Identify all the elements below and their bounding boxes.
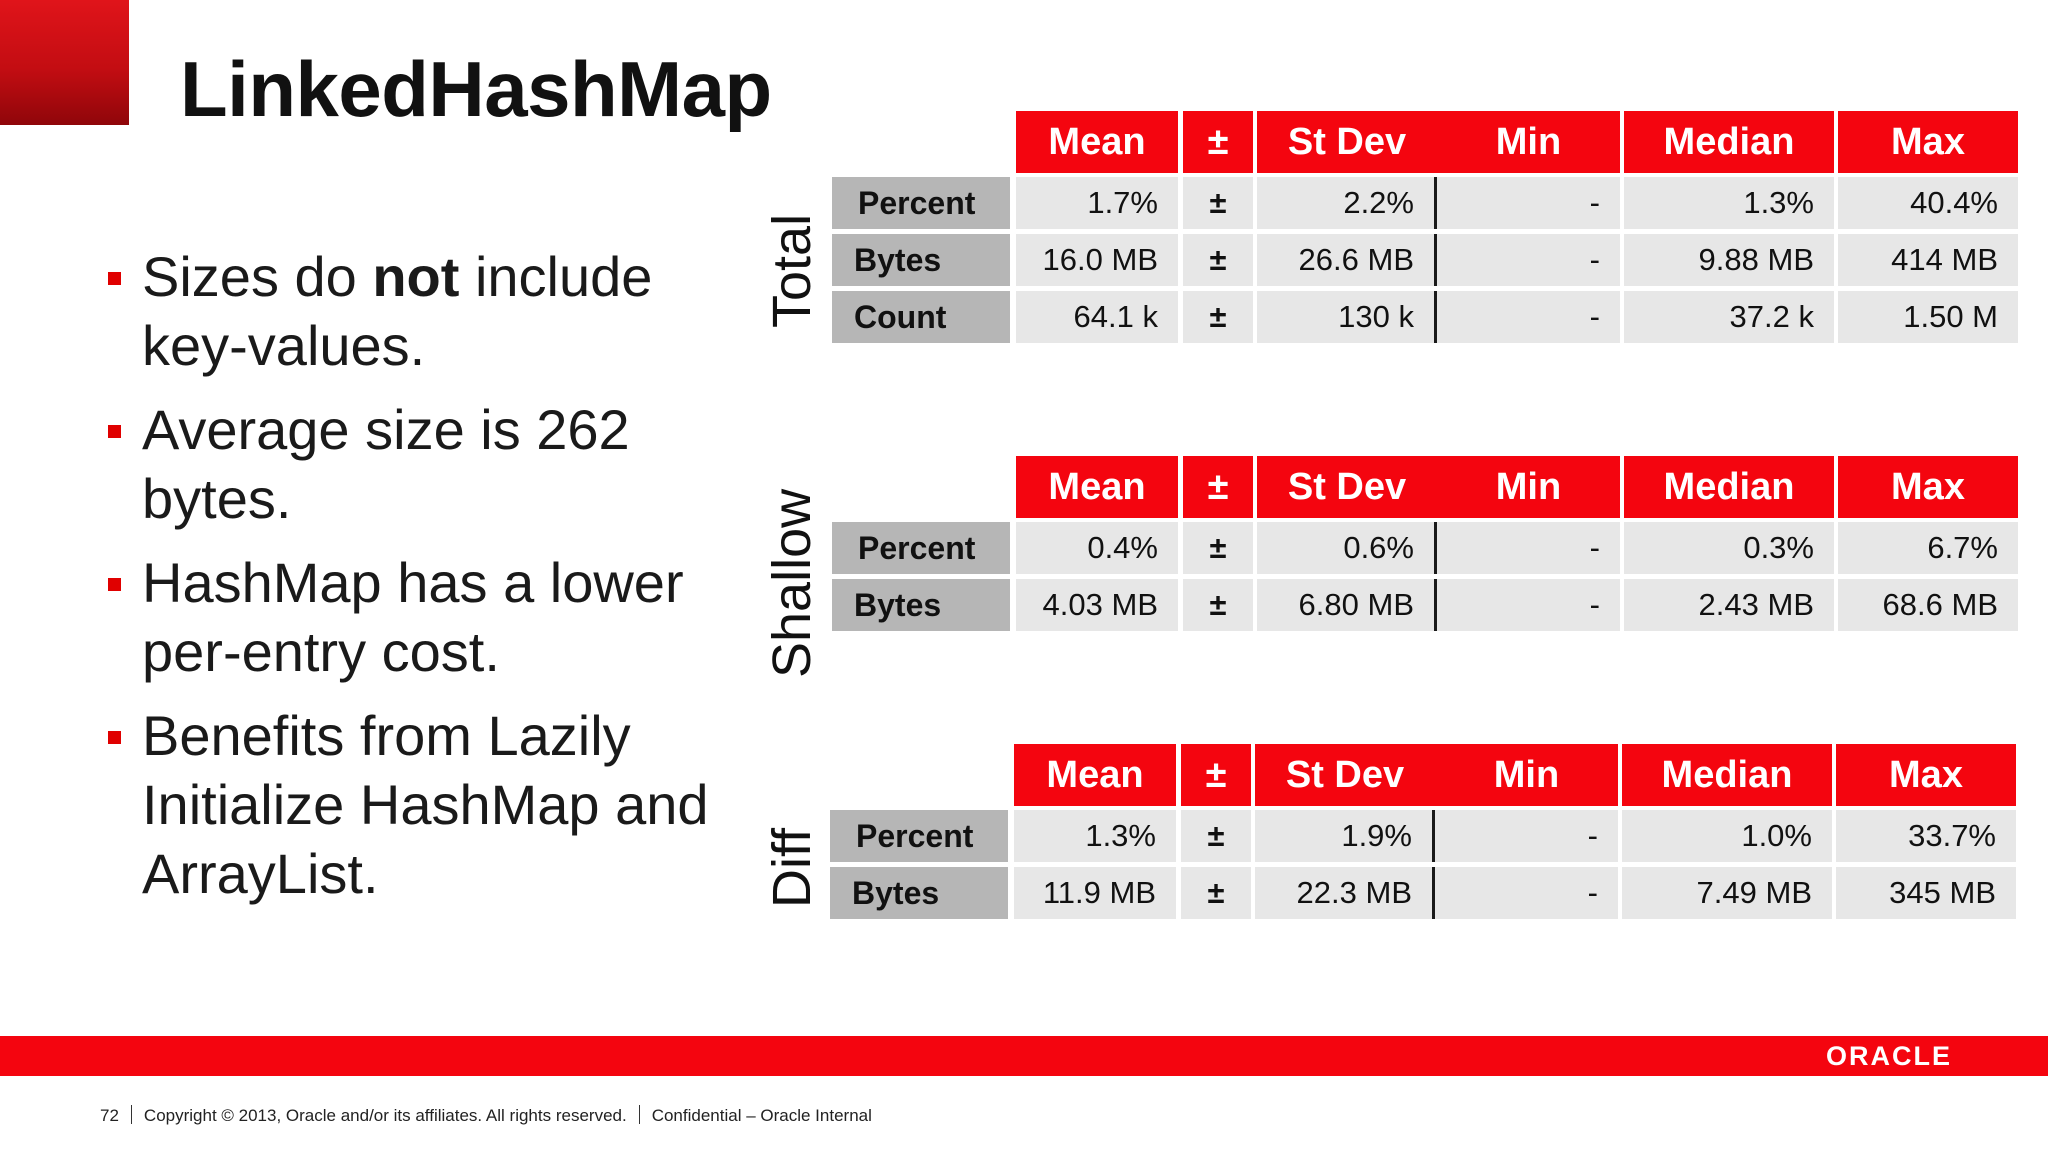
cell-stdev: 22.3 MB — [1255, 867, 1435, 919]
column-header: Mean — [1014, 744, 1176, 806]
bullet-text: include key-values. — [142, 245, 653, 377]
cell-mean: 0.4% — [1016, 522, 1178, 574]
column-header: ± — [1183, 456, 1253, 518]
bullet-item — [104, 701, 744, 908]
cell-max: 68.6 MB — [1838, 579, 2018, 631]
bullet-item — [104, 242, 744, 380]
copyright-text: Copyright © 2013, Oracle and/or its affiliates. All rights reserved. — [143, 1106, 627, 1125]
bullet-item — [104, 395, 744, 533]
column-header: Max — [1836, 744, 2016, 806]
section-label-shallow: Shallow — [762, 488, 822, 678]
cell-median: 7.49 MB — [1622, 867, 1832, 919]
row-label: Bytes — [830, 867, 1008, 919]
cell-max: 6.7% — [1838, 522, 2018, 574]
column-header: St Dev — [1257, 456, 1437, 518]
bullet-text: Sizes do — [142, 245, 373, 308]
cell-pm: ± — [1181, 867, 1251, 919]
cell-stdev: 0.6% — [1257, 522, 1437, 574]
cell-max: 345 MB — [1836, 867, 2016, 919]
column-header: Min — [1437, 456, 1620, 518]
row-label: Percent — [830, 810, 1008, 862]
column-header: Max — [1838, 111, 2018, 173]
cell-mean: 11.9 MB — [1014, 867, 1176, 919]
bullet-text: HashMap has a lower per-entry cost. — [142, 551, 684, 683]
cell-min: - — [1437, 579, 1620, 631]
slide-title: LinkedHashMap — [180, 45, 772, 133]
cell-mean: 1.3% — [1014, 810, 1176, 862]
column-header: Min — [1435, 744, 1618, 806]
bullet-bold-text: not — [372, 245, 460, 308]
column-header: St Dev — [1255, 744, 1435, 806]
cell-min: - — [1435, 810, 1618, 862]
cell-stdev: 26.6 MB — [1257, 234, 1437, 286]
cell-median: 9.88 MB — [1624, 234, 1834, 286]
cell-min: - — [1435, 867, 1618, 919]
cell-max: 40.4% — [1838, 177, 2018, 229]
footer-divider — [639, 1105, 640, 1124]
cell-median: 1.0% — [1622, 810, 1832, 862]
page-number: 72 — [100, 1106, 119, 1125]
cell-max: 414 MB — [1838, 234, 2018, 286]
row-label: Percent — [832, 177, 1010, 229]
bullet-text: Benefits from Lazily Initialize HashMap and ArrayList. — [142, 704, 709, 905]
cell-pm: ± — [1183, 579, 1253, 631]
row-label: Bytes — [832, 579, 1010, 631]
cell-median: 0.3% — [1624, 522, 1834, 574]
cell-max: 33.7% — [1836, 810, 2016, 862]
cell-min: - — [1437, 234, 1620, 286]
cell-mean: 64.1 k — [1016, 291, 1178, 343]
footer-divider — [131, 1105, 132, 1124]
cell-median: 1.3% — [1624, 177, 1834, 229]
cell-min: - — [1437, 291, 1620, 343]
footer-text — [100, 1105, 872, 1126]
row-label: Bytes — [832, 234, 1010, 286]
cell-stdev: 6.80 MB — [1257, 579, 1437, 631]
cell-stdev: 130 k — [1257, 291, 1437, 343]
cell-pm: ± — [1181, 810, 1251, 862]
bullet-list — [104, 242, 744, 923]
column-header: Mean — [1016, 456, 1178, 518]
column-header: Mean — [1016, 111, 1178, 173]
column-header: Median — [1622, 744, 1832, 806]
cell-stdev: 2.2% — [1257, 177, 1437, 229]
cell-min: - — [1437, 522, 1620, 574]
bullet-text: Average size is 262 bytes. — [142, 398, 630, 530]
column-header: ± — [1183, 111, 1253, 173]
column-header: ± — [1181, 744, 1251, 806]
cell-max: 1.50 M — [1838, 291, 2018, 343]
row-label: Count — [832, 291, 1010, 343]
cell-pm: ± — [1183, 291, 1253, 343]
column-header: Min — [1437, 111, 1620, 173]
column-header: St Dev — [1257, 111, 1437, 173]
section-label-total: Total — [762, 213, 822, 328]
cell-median: 37.2 k — [1624, 291, 1834, 343]
oracle-logo: ORACLE — [1826, 1041, 1952, 1071]
cell-stdev: 1.9% — [1255, 810, 1435, 862]
cell-mean: 16.0 MB — [1016, 234, 1178, 286]
footer-bar — [0, 1036, 2048, 1076]
cell-pm: ± — [1183, 177, 1253, 229]
cell-min: - — [1437, 177, 1620, 229]
cell-median: 2.43 MB — [1624, 579, 1834, 631]
bullet-item — [104, 548, 744, 686]
corner-accent-block — [0, 0, 129, 125]
column-header: Median — [1624, 111, 1834, 173]
cell-mean: 1.7% — [1016, 177, 1178, 229]
cell-pm: ± — [1183, 522, 1253, 574]
column-header: Max — [1838, 456, 2018, 518]
confidential-text: Confidential – Oracle Internal — [651, 1106, 872, 1125]
section-label-diff: Diff — [762, 827, 822, 908]
column-header: Median — [1624, 456, 1834, 518]
cell-mean: 4.03 MB — [1016, 579, 1178, 631]
cell-pm: ± — [1183, 234, 1253, 286]
row-label: Percent — [832, 522, 1010, 574]
